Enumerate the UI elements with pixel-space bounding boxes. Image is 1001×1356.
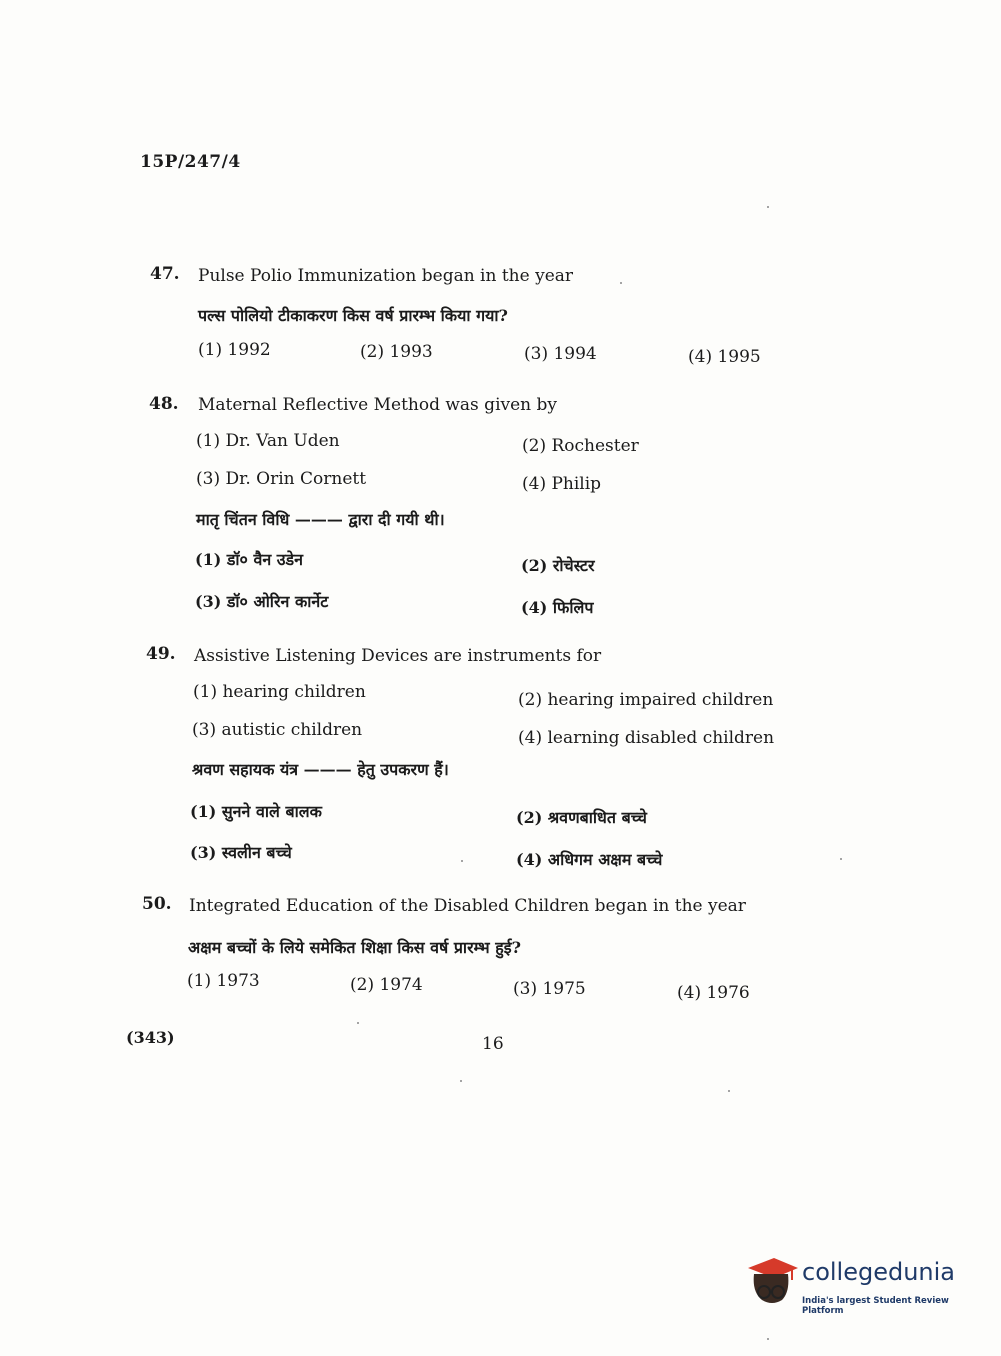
brand-name: collegedunia <box>802 1258 956 1286</box>
mascot-icon <box>744 1252 800 1308</box>
option-3-en: (3) Dr. Orin Cornett <box>196 469 367 489</box>
option-4-en: (4) learning disabled children <box>518 728 775 748</box>
option-3-en: (3) autistic children <box>192 720 363 740</box>
brand-tagline: India's largest Student Review Platform <box>802 1296 949 1316</box>
question-number: 47. <box>150 264 180 284</box>
question-text-en: Pulse Polio Immunization began in the year <box>198 266 574 286</box>
paper-code: 15P/247/4 <box>140 152 241 172</box>
question-text-en: Maternal Reflective Method was given by <box>198 395 558 415</box>
question-text-hi: मातृ चिंतन विधि ——— द्वारा दी गयी थी। <box>196 510 445 529</box>
option-1-hi: (1) डॉ० वैन उडेन <box>195 550 303 569</box>
question-text-en: Assistive Listening Devices are instruments for <box>194 646 602 666</box>
option-1-en: (1) Dr. Van Uden <box>196 431 340 451</box>
option-2-hi: (2) रोचेस्टर <box>521 556 595 575</box>
option-2-en: (2) Rochester <box>522 436 639 456</box>
question-text-hi: पल्स पोलियो टीकाकरण किस वर्ष प्रारम्भ किया गया? <box>198 306 508 325</box>
option-3-hi: (3) डॉ० ओरिन कार्नेट <box>195 592 329 611</box>
option-4-hi: (4) अधिगम अक्षम बच्चे <box>516 850 663 869</box>
collegedunia-logo <box>744 1252 974 1316</box>
option-2-en: (2) hearing impaired children <box>518 690 774 710</box>
option-2: (2) 1993 <box>360 342 433 362</box>
question-number: 49. <box>146 644 176 664</box>
question-text-en: Integrated Education of the Disabled Children began in the year <box>189 896 746 916</box>
option-4-hi: (4) फिलिप <box>521 598 594 617</box>
question-number: 48. <box>149 394 179 414</box>
option-4: (4) 1976 <box>677 983 750 1003</box>
page-number: 16 <box>482 1034 504 1054</box>
option-3: (3) 1994 <box>524 344 597 364</box>
option-4: (4) 1995 <box>688 347 761 367</box>
option-1: (1) 1973 <box>187 971 260 991</box>
option-1-hi: (1) सुनने वाले बालक <box>190 802 322 821</box>
question-text-hi: श्रवण सहायक यंत्र ——— हेतु उपकरण हैं। <box>192 760 449 779</box>
option-2: (2) 1974 <box>350 975 423 995</box>
option-3-hi: (3) स्वलीन बच्चे <box>190 843 292 862</box>
question-number: 50. <box>142 894 172 914</box>
option-1-en: (1) hearing children <box>193 682 366 702</box>
option-2-hi: (2) श्रवणबाधित बच्चे <box>516 808 647 827</box>
option-1: (1) 1992 <box>198 340 271 360</box>
option-4-en: (4) Philip <box>522 474 602 494</box>
question-text-hi: अक्षम बच्चों के लिये समेकित शिक्षा किस वर्ष प्रारम्भ हुई? <box>188 938 521 957</box>
option-3: (3) 1975 <box>513 979 586 999</box>
footer-code: (343) <box>126 1028 175 1047</box>
